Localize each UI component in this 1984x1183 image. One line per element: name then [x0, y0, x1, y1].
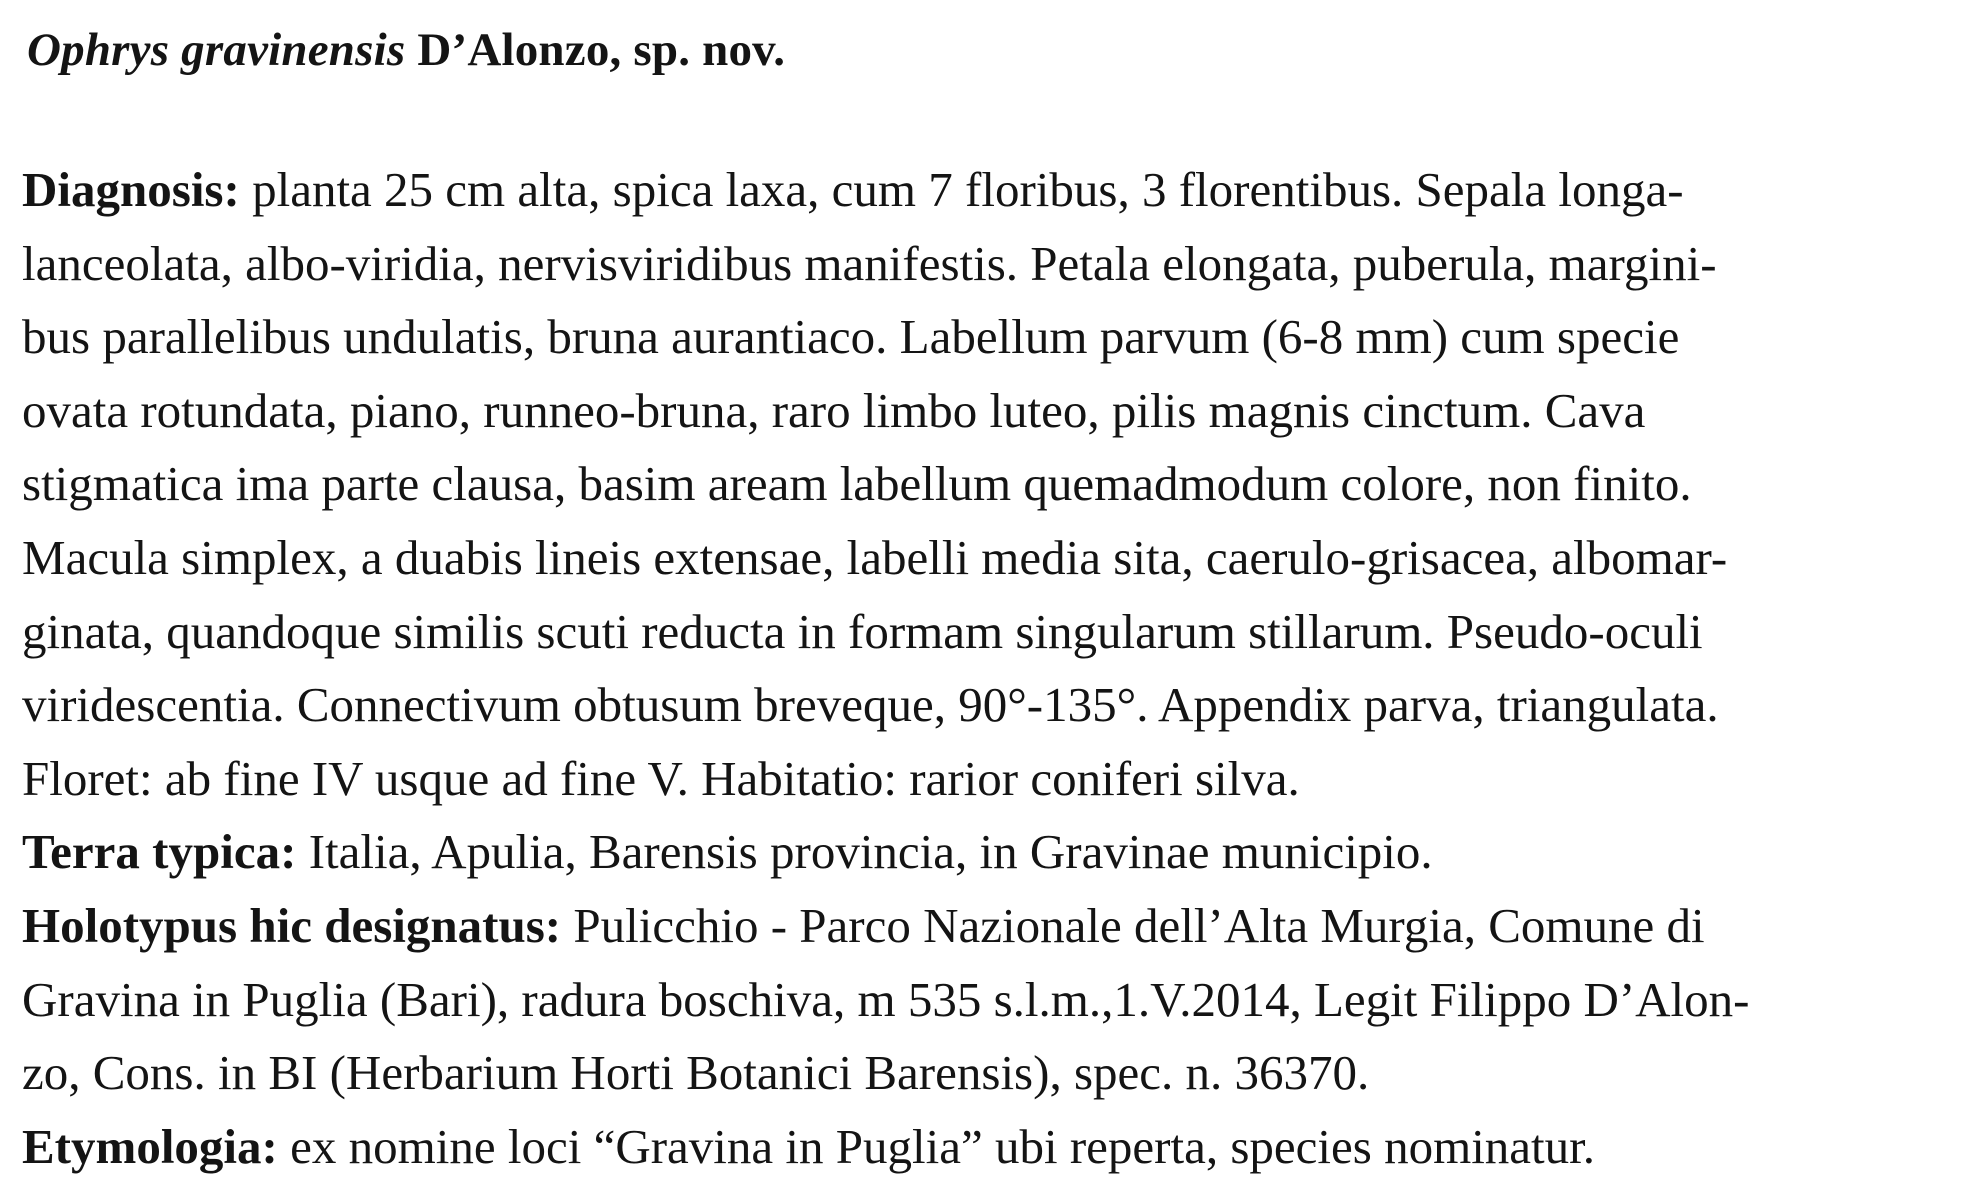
line-text: stigmatica ima parte clausa, basim aream labellum quemadmodum colore, non finito. [22, 456, 1692, 512]
text-line [22, 889, 1967, 963]
species-heading [27, 12, 785, 88]
line-text: Gravina in Puglia (Bari), radura boschiva, m 535 s.l.m.,1.V.2014, Legit Filippo D’Alon- [22, 971, 1750, 1027]
section-label-terra-typica: Terra typica: [22, 824, 297, 880]
text-line [22, 447, 1967, 521]
line-text: Pulicchio - Parco Nazionale dell’Alta Murgia, Comune di [561, 897, 1705, 953]
text-line [22, 742, 1967, 816]
line-text: zo, Cons. in BI (Herbarium Horti Botanici Barensis), spec. n. 36370. [22, 1045, 1370, 1101]
text-line [22, 374, 1967, 448]
line-text: bus parallelibus undulatis, bruna aurantiaco. Labellum parvum (6-8 mm) cum specie [22, 309, 1680, 365]
line-text: planta 25 cm alta, spica laxa, cum 7 floribus, 3 florentibus. Sepala longa- [239, 162, 1684, 217]
section-label-etymologia: Etymologia: [22, 1118, 278, 1174]
line-text: lanceolata, albo-viridia, nervisviridibus manifestis. Petala elongata, puberula, margini- [22, 235, 1717, 291]
line-text: viridescentia. Connectivum obtusum breveque, 90°-135°. Appendix parva, triangulata. [22, 677, 1719, 733]
line-text: Floret: ab fine IV usque ad fine V. Habitatio: rarior coniferi silva. [22, 750, 1300, 806]
line-text: ginata, quandoque similis scuti reducta in formam singularum stillarum. Pseudo-oculi [22, 603, 1703, 659]
description-body [22, 153, 1967, 1183]
text-line [22, 963, 1967, 1037]
text-line [22, 1036, 1967, 1110]
section-label-diagnosis: Diagnosis: [22, 162, 240, 217]
line-text: Italia, Apulia, Barensis provincia, in Gravinae municipio. [296, 824, 1433, 880]
text-line [22, 815, 1967, 889]
species-name: Ophrys gravinensis [27, 24, 406, 76]
line-text: Macula simplex, a duabis lineis extensae, labelli media sita, caerulo-grisacea, albomar- [22, 529, 1728, 585]
line-text: ovata rotundata, piano, runneo-bruna, raro limbo luteo, pilis magnis cinctum. Cava [22, 382, 1646, 438]
text-line [22, 595, 1967, 669]
text-line [22, 153, 1967, 227]
text-line [22, 1110, 1967, 1183]
text-line [22, 668, 1967, 742]
text-line [22, 227, 1967, 301]
line-text: ex nomine loci “Gravina in Puglia” ubi reperta, species nominatur. [277, 1118, 1596, 1174]
text-line [22, 300, 1967, 374]
section-label-holotypus: Holotypus hic designatus: [22, 897, 562, 953]
species-author: D’Alonzo, sp. nov. [405, 24, 786, 76]
text-line [22, 521, 1967, 595]
